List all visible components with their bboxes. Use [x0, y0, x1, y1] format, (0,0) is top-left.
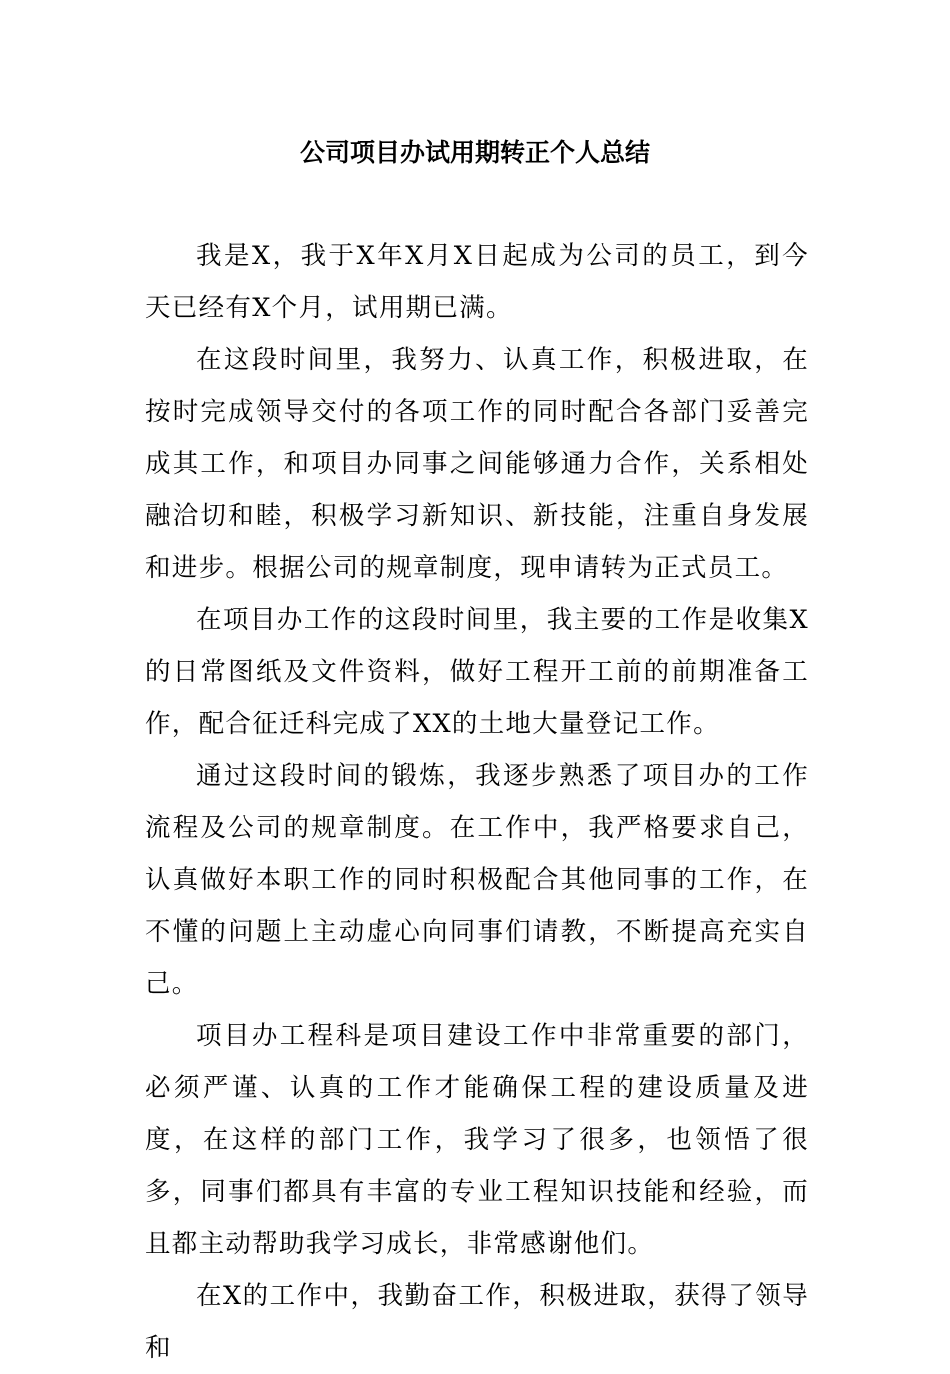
paragraph-6: 在X的工作中，我勤奋工作，积极进取，获得了领导和 [145, 1281, 809, 1363]
document-body [145, 230, 809, 1374]
paragraph-1: 我是X，我于X年X月X日起成为公司的员工，到今天已经有X个月，试用期已满。 [145, 241, 809, 323]
paragraph-5: 项目办工程科是项目建设工作中非常重要的部门，必须严谨、认真的工作才能确保工程的建设质量及进度，在这样的部门工作，我学习了很多，也领悟了很多，同事们都具有丰富的专业工程知识技能和经验，而且都主动帮助我学习成长，非常感谢他们。 [145, 1021, 809, 1259]
document-title: 公司项目办试用期转正个人总结 [299, 138, 650, 167]
paragraph-4: 通过这段时间的锻炼，我逐步熟悉了项目办的工作流程及公司的规章制度。在工作中，我严格要求自己，认真做好本职工作的同时积极配合其他同事的工作，在不懂的问题上主动虚心向同事们请教，不断提高充实自己。 [145, 761, 809, 999]
paragraph-3: 在项目办工作的这段时间里，我主要的工作是收集X的日常图纸及文件资料，做好工程开工前的前期准备工作，配合征迁科完成了XX的土地大量登记工作。 [145, 605, 809, 739]
paragraph-2: 在这段时间里，我努力、认真工作，积极进取，在按时完成领导交付的各项工作的同时配合各部门妥善完成其工作，和项目办同事之间能够通力合作，关系相处融洽切和睦，积极学习新知识、新技能，注重自身发展和进步。根据公司的规章制度，现申请转为正式员工。 [145, 345, 809, 583]
